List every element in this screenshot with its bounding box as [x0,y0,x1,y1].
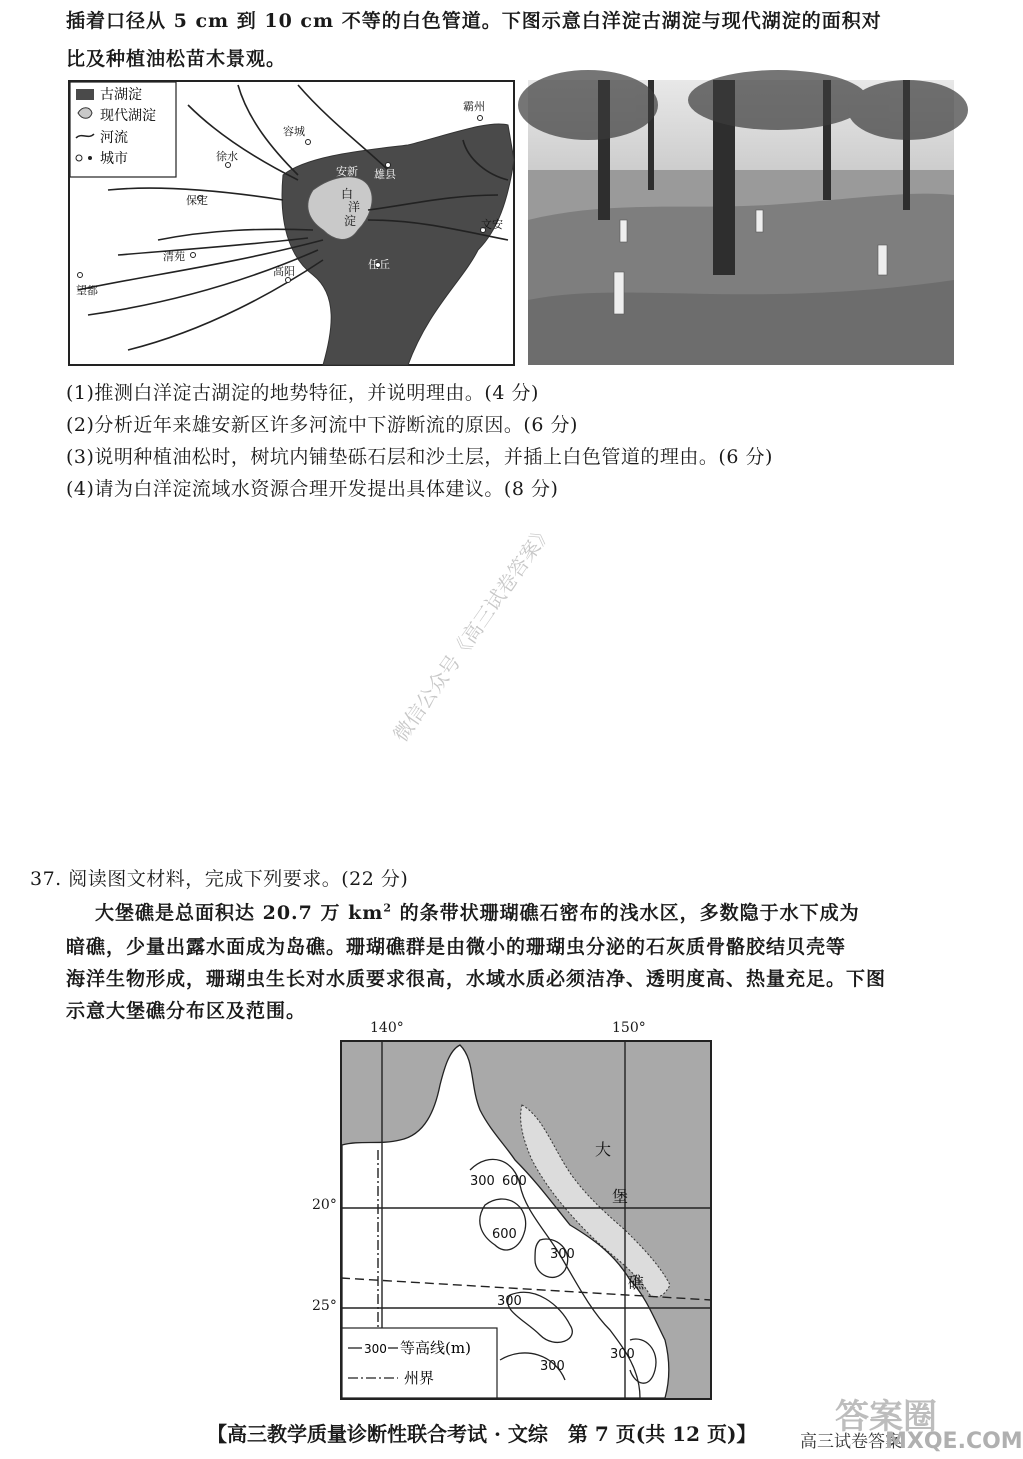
intro-line-2: 比及种植油松苗木景观。 [66,48,287,70]
baiyangdian-map [68,80,515,366]
svg-text:雄县: 雄县 [374,168,396,181]
question-1: (1)推测白洋淀古湖淀的地势特征，并说明理由。(4 分) [66,382,539,404]
corner-watermark-name: 高三试卷答案 [800,1432,902,1452]
svg-text:300: 300 [497,1294,522,1309]
legend-contour-value: 300 [364,1342,387,1356]
legend-river-label: 河流 [100,130,128,146]
corner-watermark [760,1389,1023,1459]
svg-text:安新: 安新 [336,165,358,178]
pine-planting-photo [528,80,954,365]
lat-label-25: 25° [312,1298,337,1314]
svg-text:望都: 望都 [76,284,98,297]
svg-text:霸州: 霸州 [463,100,485,113]
svg-text:礁: 礁 [628,1273,645,1292]
lat-label-20: 20° [312,1197,337,1213]
svg-text:清苑: 清苑 [163,250,185,263]
legend-modern-label: 现代湖淀 [100,108,156,124]
legend-state-label: 州界 [404,1369,435,1387]
svg-text:淀: 淀 [344,214,357,228]
svg-text:300: 300 [550,1247,575,1262]
q37-para-line-3: 海洋生物形成，珊瑚虫生长对水质要求很高，水域水质必须洁净、透明度高、热量充足。下图 [66,968,887,990]
corner-watermark-logo: 答案圈 [835,1397,937,1437]
q37-heading: 37. 阅读图文材料，完成下列要求。(22 分) [30,868,409,890]
svg-text:徐水: 徐水 [216,150,238,163]
legend-ancient-swatch [76,89,94,100]
legend-city-label: 城市 [100,151,128,167]
great-barrier-reef-map [340,1040,712,1400]
page-footer: 【高三教学质量诊断性联合考试 · 文综 第 7 页(共 12 页)】 [207,1422,757,1446]
svg-text:高阳: 高阳 [273,265,295,278]
svg-text:大: 大 [595,1140,612,1159]
svg-text:容城: 容城 [283,125,305,138]
lon-label-150: 150° [612,1020,646,1036]
svg-text:600: 600 [492,1227,517,1242]
svg-text:洋: 洋 [348,200,361,214]
lon-label-140: 140° [370,1020,404,1036]
question-2: (2)分析近年来雄安新区许多河流中下游断流的原因。(6 分) [66,414,578,436]
watermark-text: 微信公众号《高三试卷答案》 [388,519,558,747]
q37-para-line-4: 示意大堡礁分布区及范围。 [66,1000,307,1022]
svg-text:文安: 文安 [481,218,503,231]
svg-text:300: 300 [540,1359,565,1374]
intro-line-1: 插着口径从 5 cm 到 10 cm 不等的白色管道。下图示意白洋淀古湖淀与现代湖淀的面积对 [66,10,882,32]
svg-text:300: 300 [470,1174,495,1189]
svg-text:600: 600 [502,1174,527,1189]
svg-text:白: 白 [341,187,354,201]
svg-text:保定: 保定 [186,194,208,207]
q37-para-line-1: 大堡礁是总面积达 20.7 万 $km^2$ 的条带状珊瑚礁石密布的浅水区，多数隐于水下成为 [95,901,860,924]
svg-text:任丘: 任丘 [368,258,390,271]
legend-ancient-label: 古湖淀 [100,87,142,103]
svg-text:300: 300 [610,1347,635,1362]
question-4: (4)请为白洋淀流域水资源合理开发提出具体建议。(8 分) [66,478,559,500]
q37-para-line-2: 暗礁，少量出露水面成为岛礁。珊瑚礁群是由微小的珊瑚虫分泌的石灰质骨骼胶结贝壳等 [66,936,847,958]
question-3: (3)说明种植油松时，树坑内铺垫砾石层和沙土层，并插上白色管道的理由。(6 分) [66,446,773,468]
corner-watermark-site: MXQE.COM [885,1429,1023,1454]
legend-contour-label: 等高线(m) [400,1339,471,1357]
svg-text:堡: 堡 [612,1187,629,1206]
